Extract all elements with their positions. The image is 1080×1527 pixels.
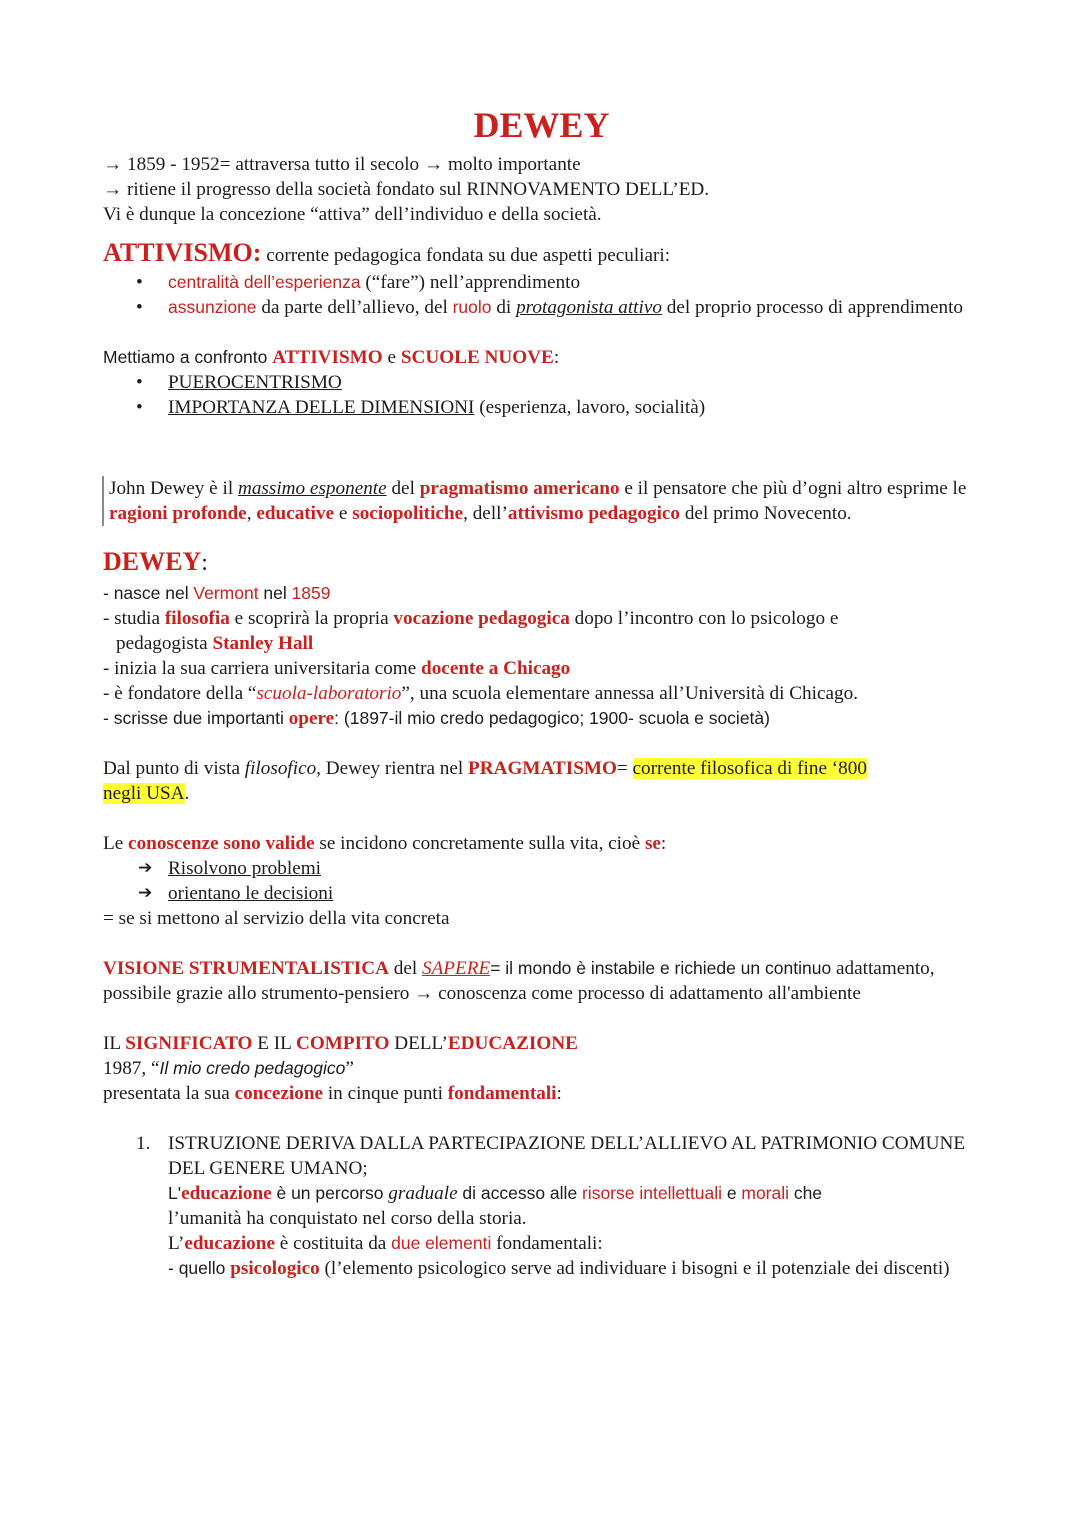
bio-line: - scrisse due importanti opere: (1897-il mio credo pedagogico; 1900- scuola e società)	[103, 708, 770, 729]
list-item: ➔ Risolvono problemi	[168, 856, 980, 881]
confronto-line: Mettiamo a confronto ATTIVISMO e SCUOLE NUOVE:	[103, 347, 560, 368]
list-item: • assunzione da parte dell’allievo, del ruolo di protagonista attivo del proprio processo di apprendimento	[168, 295, 980, 320]
list-item: • PUEROCENTRISMO	[168, 370, 980, 395]
highlighted-text: corrente filosofica di fine ‘800	[632, 758, 867, 779]
bio-line: - è fondatore della “scuola-laboratorio”, una scuola elementare annessa all’Università di Chicago.	[103, 683, 858, 704]
point-text: L’educazione è costituita da due elementi fondamentali:	[168, 1233, 603, 1254]
point-title: ISTRUZIONE DERIVA DALLA PARTECIPAZIONE DELL’ALLIEVO AL PATRIMONIO COMUNE DEL GENERE UMANO;	[168, 1133, 966, 1179]
quote-block: John Dewey è il massimo esponente del pragmatismo americano e il pensatore che più d’ogni altro esprime le ragioni profonde, educative e sociopolitiche, dell’attivismo pedagogico del primo Novecento.	[102, 476, 980, 526]
conoscenze-line: Le conoscenze sono valide se incidono concretamente sulla vita, cioè se:	[103, 833, 667, 854]
list-item: • IMPORTANZA DELLE DIMENSIONI (esperienza, lavoro, socialità)	[168, 395, 980, 420]
bio-line: - inizia la sua carriera universitaria come docente a Chicago	[103, 658, 571, 679]
intro-line-3: Vi è dunque la concezione “attiva” dell’individuo e della società.	[103, 204, 602, 225]
significato-line: presentata la sua concezione in cinque punti fondamentali:	[103, 1083, 562, 1104]
list-item: ➔ orientano le decisioni	[168, 881, 980, 906]
attivismo-heading: ATTIVISMO: corrente pedagogica fondata su due aspetti peculiari:	[103, 238, 671, 267]
significato-heading: IL SIGNIFICATO E IL COMPITO DELL’EDUCAZIONE	[103, 1033, 578, 1054]
page-title: DEWEY	[473, 105, 610, 145]
point-text: L'educazione è un percorso graduale di accesso alle risorse intellettuali e morali che l’umanità ha conquistato nel corso della storia.	[168, 1183, 823, 1229]
bio-line: pedagogista Stanley Hall	[116, 633, 314, 654]
bio-line: - nasce nel Vermont nel 1859	[103, 583, 331, 603]
significato-line: 1987, “Il mio credo pedagogico”	[103, 1058, 354, 1079]
numbered-list	[103, 1131, 980, 1281]
conoscenze-end: = se si mettono al servizio della vita concreta	[103, 908, 450, 929]
pragmatismo-paragraph: Dal punto di vista filosofico, Dewey rientra nel PRAGMATISMO= corrente filosofica di fine ‘800 negli USA.	[103, 758, 867, 804]
point-text: - quello psicologico (l’elemento psicologico serve ad individuare i bisogni e il potenziale dei discenti)	[168, 1258, 950, 1279]
list-item: • centralità dell’esperienza (“fare”) nell’apprendimento	[168, 270, 980, 295]
highlighted-text: negli USA	[103, 783, 185, 804]
confronto-list	[103, 370, 980, 420]
intro-line-2: → ritiene il progresso della società fondato sul RINNOVAMENTO DELL’ED.	[103, 179, 710, 200]
list-item	[136, 1131, 980, 1281]
intro-line-1: → 1859 - 1952= attraversa tutto il secolo → molto importante	[103, 154, 581, 175]
visione-paragraph: VISIONE STRUMENTALISTICA del SAPERE= il mondo è instabile e richiede un continuo adattamento, possibile grazie allo strumento-pensiero → conoscenza come processo di adattamento all'ambiente	[103, 958, 935, 1004]
list-number: 1.	[136, 1133, 151, 1154]
attivismo-list	[103, 270, 980, 320]
bio-heading: DEWEY:	[103, 547, 208, 576]
conoscenze-list	[103, 856, 980, 906]
bio-line: - studia filosofia e scoprirà la propria vocazione pedagogica dopo l’incontro con lo psicologo e	[103, 608, 839, 629]
